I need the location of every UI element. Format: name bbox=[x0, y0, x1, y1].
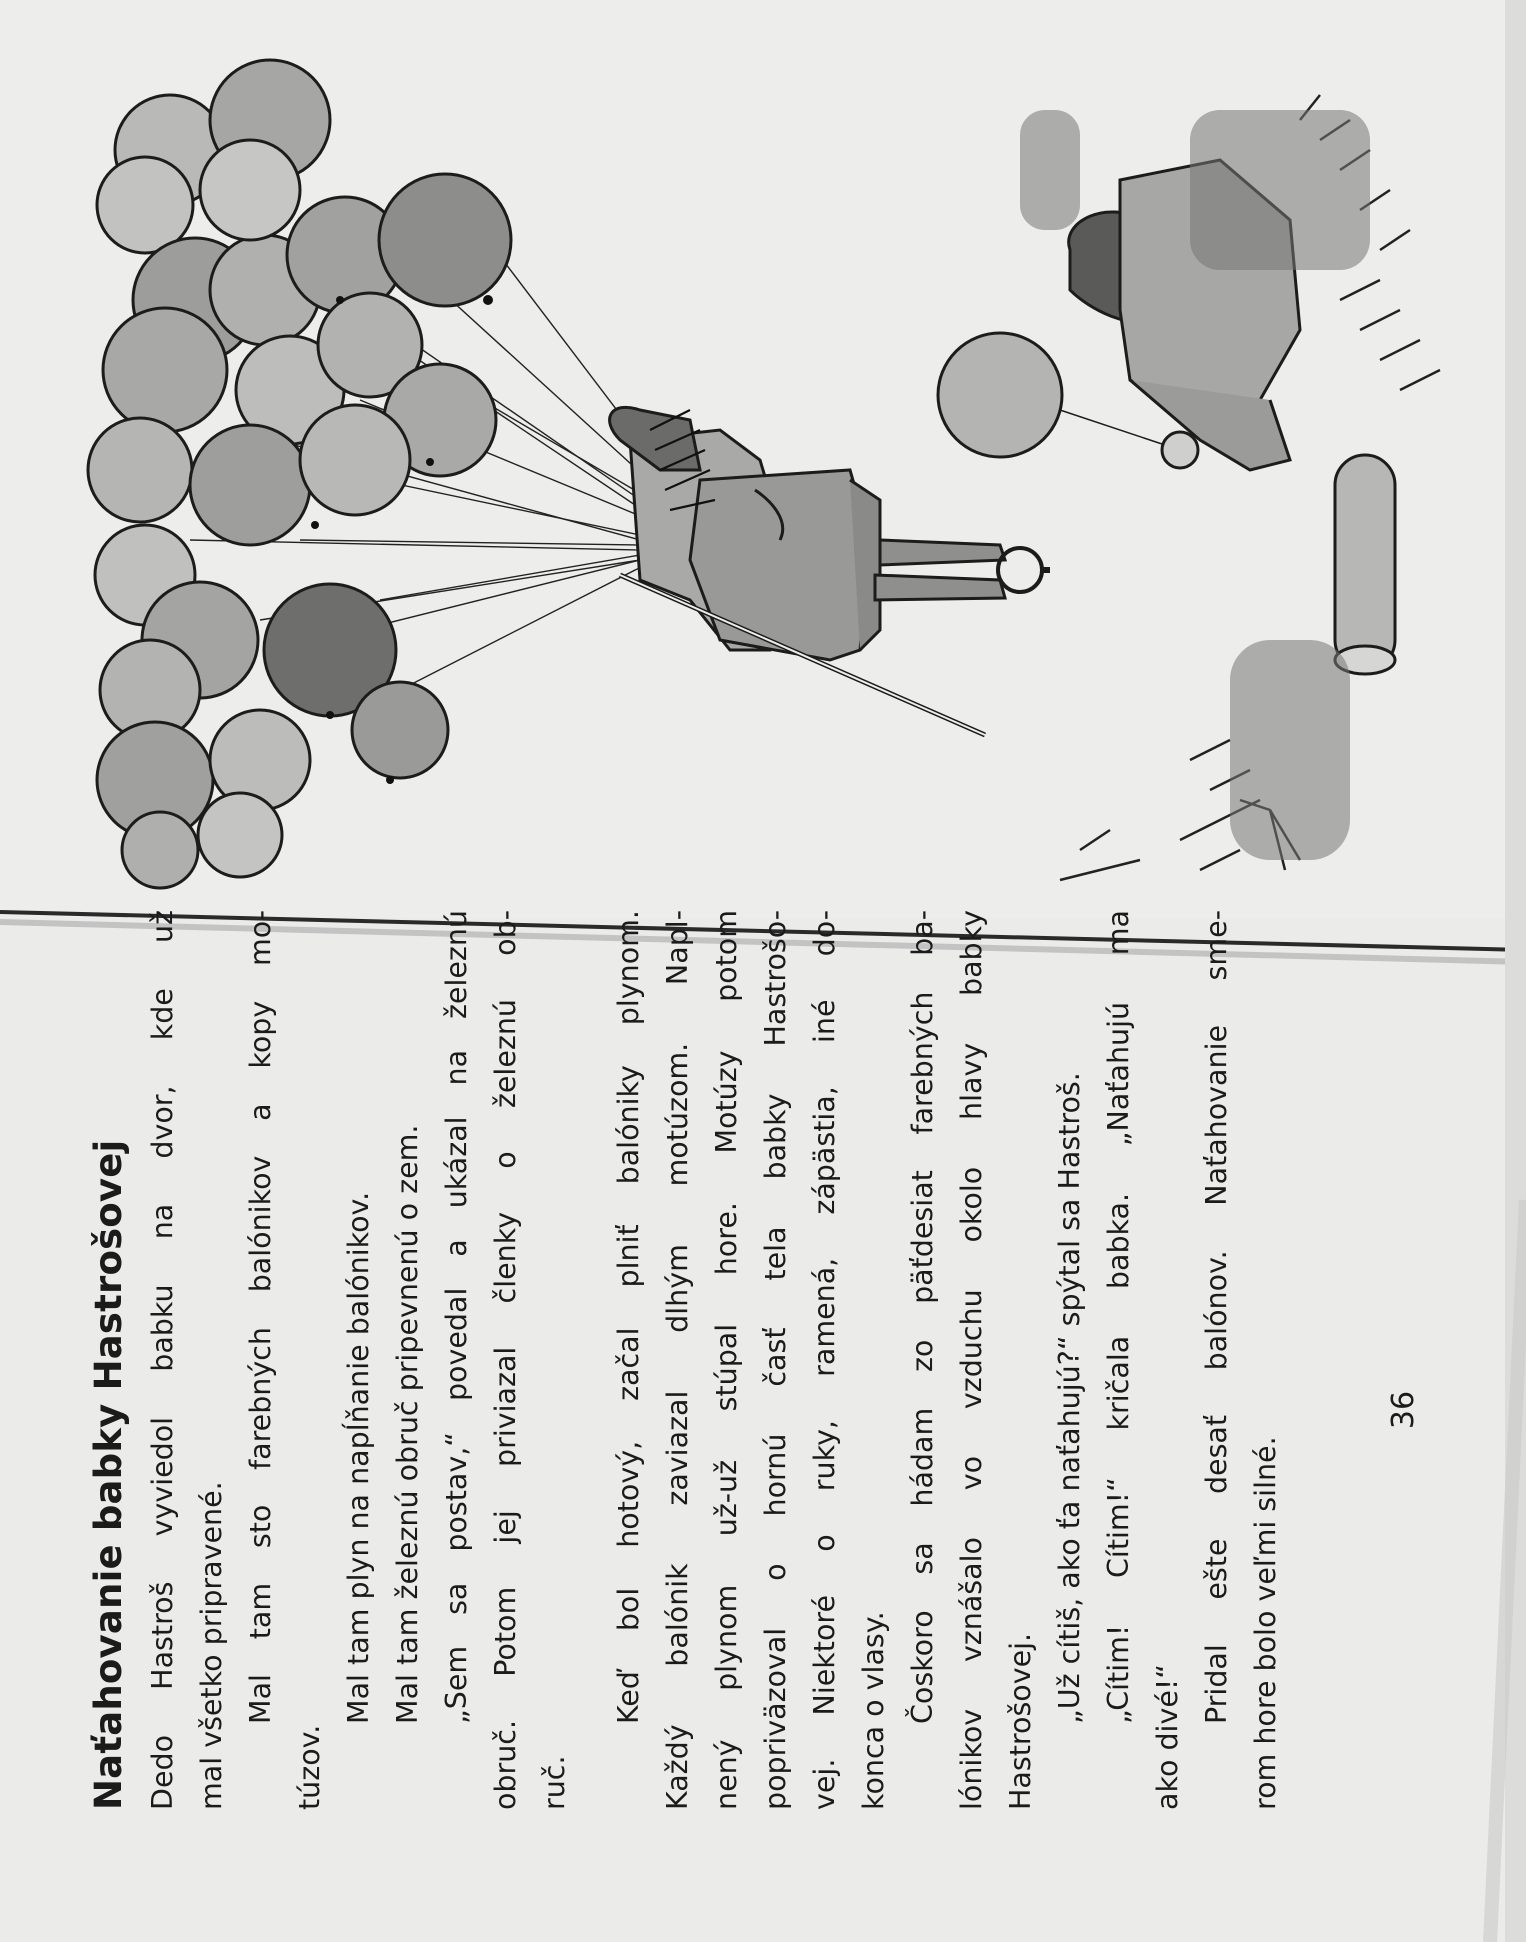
text-line: Mal tam plyn na napĺňanie balónikov. bbox=[342, 1191, 375, 1724]
text-line: popriväzoval o hornú časť tela babky Hastrošo- bbox=[759, 910, 792, 1810]
text-line: Dedo Hastroš vyviedol babku na dvor, kde už bbox=[146, 910, 179, 1810]
text-line: Keď bol hotový, začal plniť balóniky plynom. bbox=[612, 910, 645, 1724]
text-line: túzov. bbox=[293, 1724, 326, 1810]
text-line: rom hore bolo veľmi silné. bbox=[1249, 1436, 1282, 1810]
chapter-title: Naťahovanie babky Hastrošovej bbox=[87, 1139, 130, 1810]
text-line: mal všetko pripravené. bbox=[195, 1481, 228, 1810]
text-line: lónikov vznášalo vo vzduchu okolo hlavy babky bbox=[955, 910, 988, 1810]
text-line: Mal tam sto farebných balónikov a kopy mo- bbox=[244, 910, 277, 1724]
text-line: Čoskoro sa hádam zo päťdesiat farebných ba- bbox=[906, 910, 939, 1724]
text-line: nený plynom už-už stúpal hore. Motúzy potom bbox=[710, 910, 743, 1810]
text-line: obruč. Potom jej priviazal členky o železnú ob- bbox=[489, 910, 522, 1810]
text-page bbox=[80, 910, 1310, 1810]
text-line: ruč. bbox=[538, 1755, 571, 1810]
text-line: „Sem sa postav,“ povedal a ukázal na železnú bbox=[440, 910, 473, 1724]
text-line: Pridal ešte desať balónov. Naťahovanie sme- bbox=[1200, 910, 1233, 1724]
text-line: Hastrošovej. bbox=[1004, 1632, 1037, 1810]
text-line: vej. Niektoré o ruky, ramená, zápästia, iné do- bbox=[808, 910, 841, 1810]
text-line: konca o vlasy. bbox=[857, 1611, 890, 1810]
text-line: „Už cítiš, ako ťa naťahujú?“ spýtal sa Hastroš. bbox=[1053, 1072, 1086, 1724]
text-line: ako divé!“ bbox=[1151, 1663, 1184, 1810]
text-line: „Cítim! Cítim!“ kričala babka. „Naťahujú ma bbox=[1102, 910, 1135, 1724]
page-number: 36 bbox=[1386, 1390, 1421, 1430]
text-line: Mal tam železnú obruč pripevnenú o zem. bbox=[391, 1124, 424, 1724]
text-line: Každý balónik zaviazal dlhým motúzom. Napl- bbox=[661, 910, 694, 1810]
